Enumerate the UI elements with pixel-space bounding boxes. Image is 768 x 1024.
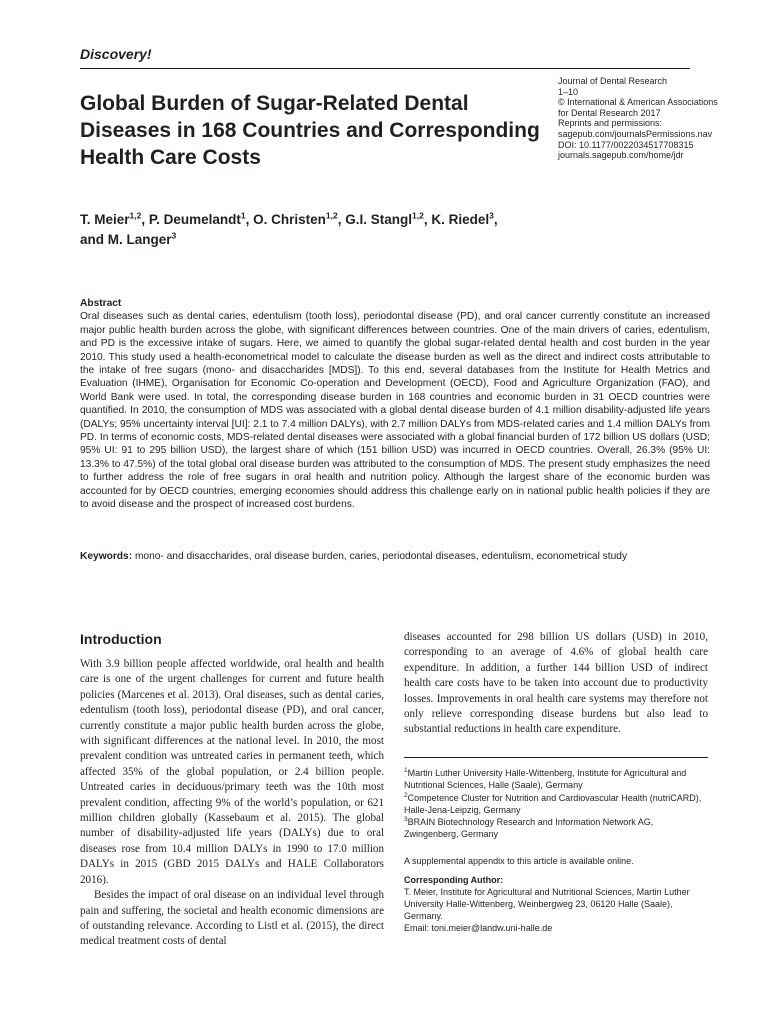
corresponding-author-address: T. Meier, Institute for Agricultural and Nutritional Sciences, Martin Luther University Halle-Wittenberg, Weinbergweg 23, 06120 Halle (Saale), Germany. [404, 887, 690, 922]
author-name: K. Riedel [431, 212, 490, 227]
author-affiliation: 1,2 [325, 210, 338, 221]
author-separator: , [245, 212, 254, 227]
journal-info [558, 76, 718, 161]
corresponding-author-label: Corresponding Author: [404, 875, 504, 885]
introduction-heading: Introduction [80, 631, 162, 647]
author-name: O. Christen [253, 212, 326, 227]
affiliations [404, 767, 708, 841]
author-separator: , [337, 212, 346, 227]
author-affiliation: 1,2 [412, 210, 424, 221]
abstract-text: Oral diseases such as dental caries, edentulism (tooth loss), periodontal disease (PD), and oral cancer currently constitute an increased major public health burden across the globe, with significant differences between countries. One of the main drivers of caries, edentulism, and PD is the excessive intake of sugars. Here, we aimed to quantify the global sugar-related dental health and cost burden in the year 2010. This study used a health-econometrical model to calculate the disease burden as well as the direct and indirect costs attributable to the intake of free sugars (mono- and disaccharides [MDS]). To this end, several databases from the Institute for Health Metrics and Evaluation (IHME), Organisation for Economic Co-operation and Development (OECD), Food and Agriculture Organization (FAO), and World Bank were used. In total, the corresponding disease burden in 168 countries and economic burden in 31 OECD countries were quantified. In 2010, the consumption of MDS was associated with a global dental disease burden of 4.1 million disability-adjusted life years (DALYs; 95% uncertainty interval [UI]: 2.1 to 7.4 million DALYs), with 2.7 million DALYs from MDS-related caries and 1.4 million DALYs from PD. In terms of economic costs, MDS-related dental diseases were associated with a global financial burden of 172 billion US dollars (USD; 95% UI: 91 to 295 billion USD), the largest share of which (151 billion USD) was incurred in OECD countries. Overall, 26.3% (95% UI: 13.3% to 47.5%) of the total global oral disease burden was attributed to the consumption of MDS. The present study emphasizes the need to further address the role of free sugars in oral health and nutrition policy. Although the largest share of the economic burden was accounted for by OECD countries, emerging economies should address this challenge early on in national public health policies if they are to avoid disease and the prospect of increased cost burdens. [80, 311, 710, 511]
corresponding-author [404, 874, 708, 934]
author-separator: , [493, 212, 498, 227]
permissions-link[interactable]: sagepub.com/journalsPermissions.nav [558, 128, 713, 139]
author-separator: and [80, 232, 108, 247]
copyright-line-2: for Dental Research 2017 [558, 107, 661, 118]
author-affiliation: 3 [489, 210, 494, 221]
supplement-note: A supplemental appendix to this article is available online. [404, 856, 634, 866]
author-name: M. Langer [107, 232, 172, 247]
abstract [80, 297, 710, 512]
affiliation-item [404, 792, 708, 817]
author-separator: , [423, 212, 432, 227]
body-paragraph: With 3.9 billion people affected worldwide, oral health and health care is one of the urgent challenges for current and future health policies (Marcenes et al. 2013). Oral diseases, such as dental caries, edentulism (tooth loss), periodontal disease (PD), and oral cancer, currently constitute a major public health burden across the globe, with significant differences at the national level. In 2010, the most prevalent condition was untreated caries in permanent teeth, which affected 35% of the global population, or 2.4 billion people. Untreated caries in deciduous/primary teeth was the 10th most prevalent condition, affecting 9% of the world’s population, or 621 million children globally (Kassebaum et al. 2015). The global number of disability-adjusted life years (DALYs) due to oral diseases rose from 10.4 million DALYs in 1990 to 17.0 million DALYs in 2015 (GBD 2015 DALYs and HALE Collaborators 2016). [80, 658, 384, 886]
author-separator: , [141, 212, 149, 227]
body-paragraph: Besides the impact of oral disease on an individual level through pain and suffering, the societal and health economic dimensions are of outstanding relevance. According to Listl et al. (2015), the direct medical treatment costs of dental [80, 889, 384, 948]
affiliation-text: BRAIN Biotechnology Research and Information Network AG, Zwingenberg, Germany [404, 817, 654, 840]
abstract-label: Abstract [80, 298, 122, 309]
page-range: 1–10 [558, 86, 579, 97]
affiliation-number: 1 [404, 767, 408, 774]
author-affiliation: 3 [171, 230, 177, 241]
affiliation-number: 3 [404, 816, 408, 824]
affiliation-text: Martin Luther University Halle-Wittenberg, Institute for Agricultural and Nutritional Sciences, Halle (Saale), Germany [404, 768, 687, 791]
copyright-line: © International & American Associations [558, 97, 718, 108]
doi[interactable]: DOI: 10.1177/0022034517708315 [558, 139, 694, 150]
affiliation-text: Competence Cluster for Nutrition and Cardiovascular Health (nutriCARD), Halle-Jena-Leipzig, Germany [404, 792, 702, 815]
affiliation-item [404, 816, 708, 841]
affiliation-item [404, 767, 708, 792]
body-column-right [404, 630, 708, 738]
affiliation-number: 2 [404, 791, 408, 799]
author-name: P. Deumelandt [148, 212, 241, 227]
journal-link[interactable]: journals.sagepub.com/home/jdr [558, 150, 684, 161]
keywords-label: Keywords: [80, 551, 133, 562]
corresponding-author-email[interactable]: Email: toni.meier@landw.uni-halle.de [404, 923, 553, 934]
keywords-text: mono- and disaccharides, oral disease burden, caries, periodontal diseases, edentulism, econometrical study [134, 551, 628, 562]
body-paragraph: diseases accounted for 298 billion US dollars (USD) in 2010, corresponding to an average of 4.6% of global health care expenditure. In addition, a further 144 billion USD of indirect health care costs have to be taken into account due to productivity losses. Improvements in oral health care systems may therefore not only relieve corresponding disease burdens but also lead to substantial reductions in health care expenditure. [404, 631, 708, 736]
author-affiliation: 1,2 [129, 210, 142, 221]
author-name: G.I. Stangl [345, 212, 413, 227]
keywords [80, 550, 710, 563]
section-label: Discovery! [80, 46, 152, 62]
author-affiliation: 1 [240, 210, 246, 221]
article-title: Global Burden of Sugar-Related Dental Diseases in 168 Countries and Corresponding Health Care Costs [80, 92, 540, 169]
reprints-label: Reprints and permissions: [558, 118, 663, 129]
header-rule [80, 68, 690, 69]
journal-name: Journal of Dental Research [558, 76, 668, 86]
body-column-left [80, 657, 384, 950]
author-list [80, 210, 640, 250]
affiliations-rule [404, 757, 708, 758]
author-name: T. Meier [80, 212, 130, 227]
